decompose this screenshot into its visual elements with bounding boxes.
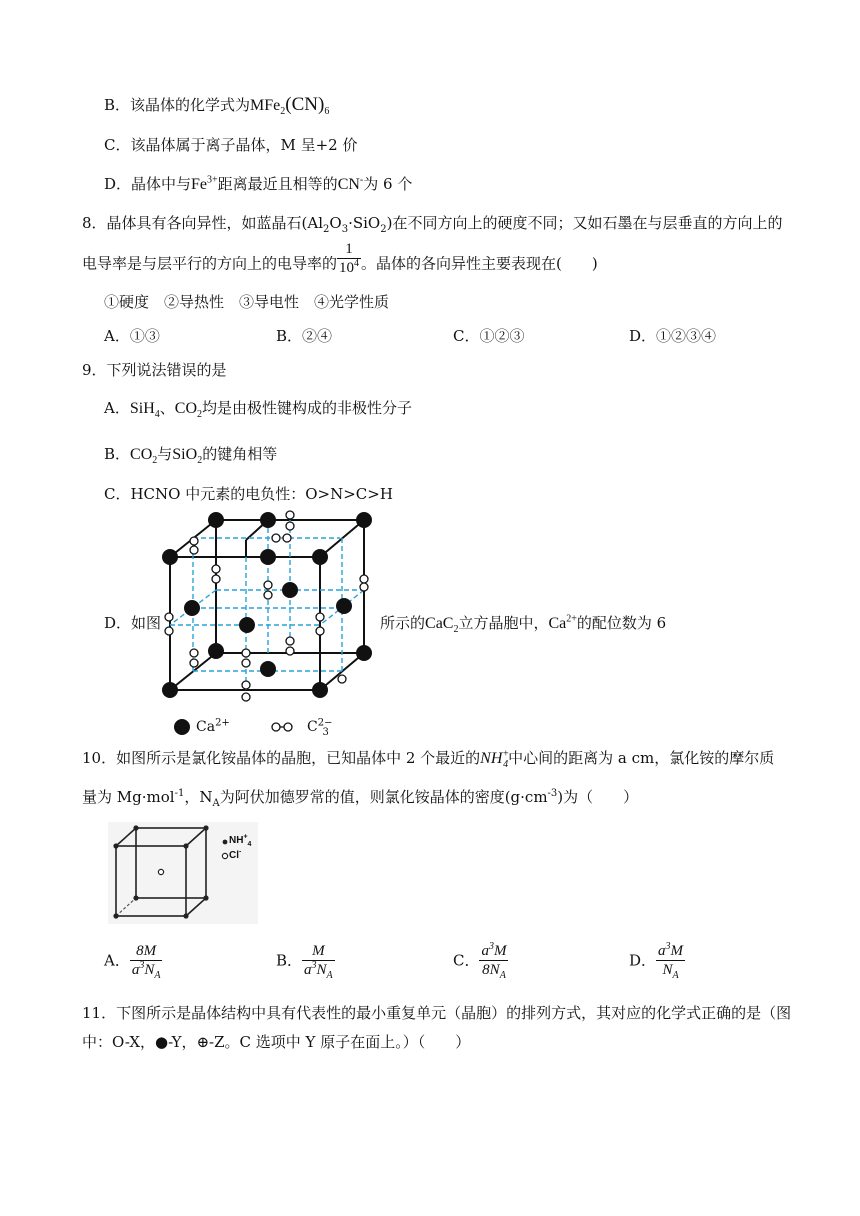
q9-option-c[interactable]: C．HCNO 中元素的电负性：O>N>C>H bbox=[104, 485, 393, 503]
q8-stem-line1: 8．晶体具有各向异性，如蓝晶石$(Al_2O_3\cdot SiO_2)$在不同方向上的硬度不同；又如石墨在与层垂直的方向上的 bbox=[82, 214, 783, 235]
q10-option-d[interactable]: D． $\frac{a^3M}{N_A}$ bbox=[629, 941, 684, 981]
formula: $MFe_2(CN)_6$ bbox=[250, 94, 330, 118]
q8-option-a[interactable]: A．①③ bbox=[104, 327, 160, 345]
q9-option-b[interactable]: B．$CO_2$与SiO$_2$的键角相等 bbox=[104, 445, 278, 467]
c2-legend-marker bbox=[272, 723, 292, 731]
q9-option-a[interactable]: A．SiH$_4$、$CO_2$均是由极性键构成的非极性分子 bbox=[104, 399, 413, 421]
cac2-unit-cell-diagram bbox=[150, 505, 380, 737]
q8-option-d[interactable]: D．①②③④ bbox=[629, 327, 717, 345]
legend-c2-label: $C^{2-}_3$ bbox=[307, 717, 333, 738]
q10-option-b[interactable]: B． $\frac{M}{a^3N_A}$ bbox=[276, 943, 333, 981]
q10-stem-line2: 量为 Mg·mol$^{-1}$，$N_A$为阿伏加德罗常的值，则氯化铵晶体的密度$(g\cdot cm^{-3})$为（ ） bbox=[82, 788, 639, 809]
legend-nh4-label: $NH^+_4$ bbox=[229, 833, 252, 848]
fraction: $\frac{1}{10^4}$ bbox=[339, 241, 360, 276]
q10-option-c[interactable]: C． $\frac{a^3M}{8N_A}$ bbox=[453, 941, 507, 981]
q8-items: ①硬度 ②导热性 ③导电性 ④光学性质 bbox=[104, 293, 390, 311]
q9-stem: 9．下列说法错误的是 bbox=[82, 361, 227, 379]
q7-option-b[interactable]: B．该晶体的化学式为$MFe_2(CN)_6$ bbox=[104, 94, 330, 118]
q8-option-b[interactable]: B．②④ bbox=[276, 327, 333, 345]
q7-option-c[interactable]: C．该晶体属于离子晶体，M 呈+2 价 bbox=[104, 136, 358, 154]
q7-option-d[interactable]: D．晶体中与$Fe^{3+}$距离最近且相等的CN-为 6 个 bbox=[104, 174, 413, 193]
q8-option-c[interactable]: C．①②③ bbox=[453, 327, 525, 345]
q11-stem-line1: 11．下图所示是晶体结构中具有代表性的最小重复单元（晶胞）的排列方式，其对应的化学式正确的是（图 bbox=[82, 1004, 792, 1022]
legend-cl-label: Cl- bbox=[229, 848, 242, 861]
q11-stem-line2: 中：O-X，●-Y，⊕-Z。C 选项中 Y 原子在面上。）（ ） bbox=[82, 1033, 471, 1051]
q9-option-d-label[interactable]: D．如图 bbox=[104, 614, 162, 632]
q8-stem-line2: 电导率是与层平行的方向上的电导率的 $\frac{1}{10^4}$ 。晶体的各向异性主要表现在( ) bbox=[82, 241, 598, 276]
q10-option-a[interactable]: A． $\frac{8M}{a^3N_A}$ bbox=[104, 943, 161, 981]
q10-stem-line1: 10．如图所示是氯化铵晶体的晶胞，已知晶体中 2 个最近的$NH^+_4$中心间的距离为 a cm，氯化铵的摩尔质 bbox=[82, 748, 775, 771]
legend-ca-label: $Ca^{2+}$ bbox=[196, 717, 230, 735]
ca-legend-marker bbox=[174, 719, 190, 735]
q9-option-d-text: 所示的CaC$_2$立方晶胞中，$Ca^{2+}$的配位数为 6 bbox=[380, 613, 667, 636]
